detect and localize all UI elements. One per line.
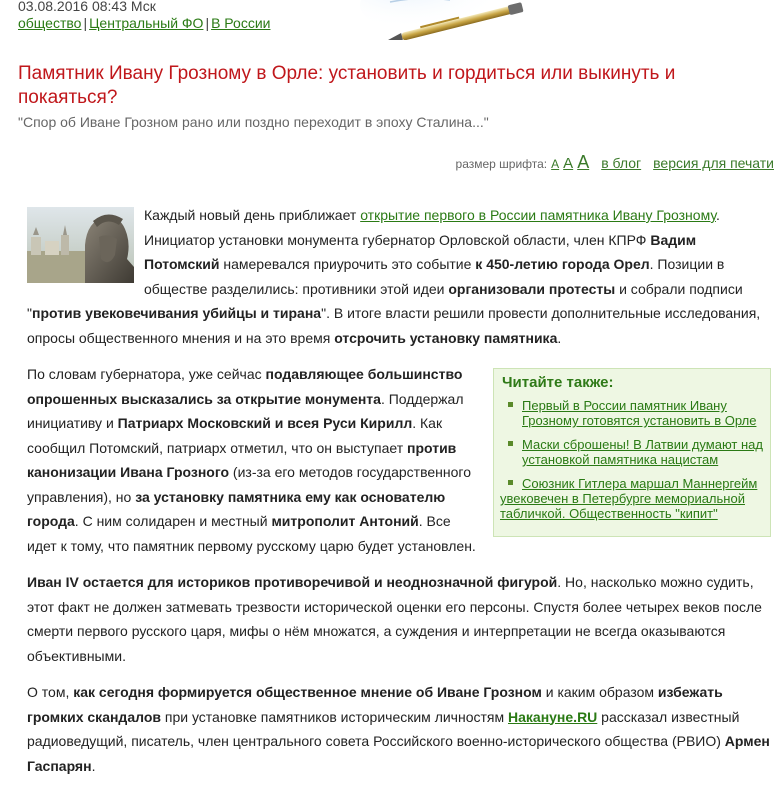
breadcrumb-central-fo[interactable]: Центральный ФО [89,15,204,31]
paragraph-4: О том, как сегодня формируется общественное мнение об Иване Грозном и каким образом избежать громких скандалов при установке памятников историческим личностям Накануне.RU рассказал известный радиоведущий, писатель, член центрального совета Российского военно-исторического общества (РВИО) Армен Гаспарян. [27,684,770,774]
monument-photo [27,207,134,283]
list-item [500,398,764,428]
article-lead: "Спор об Иване Грозном рано или поздно переходит в эпоху Сталина..." [18,114,489,130]
bullet-icon [508,441,513,446]
print-version-link[interactable]: версия для печати [653,155,774,171]
monument-image-icon [27,207,134,283]
paragraph-2: По словам губернатора, уже сейчас подавляющее большинство опрошенных высказались за открытие монумента. Поддержал инициативу и Патриарх Московский и всея Руси Кирилл. Как сообщил Потомский, патриарх отметил, что он выступает против канонизации Ивана Грозного (из-за его методов государственного управления), но за установку памятника ему как основателю города. С ним солидарен и местный митрополит Антоний. Все идет к тому, что памятник первому русскому царю будет установлен. [27,366,476,554]
read-also-list [500,398,764,521]
read-also-box [493,368,771,537]
font-size-large-button[interactable]: A [577,152,590,172]
font-size-medium-button[interactable]: A [563,155,574,172]
breadcrumb-society[interactable]: общество [18,15,82,31]
breadcrumb-separator: | [205,15,210,31]
nakanune-link[interactable]: Накануне.RU [508,708,598,725]
paragraph-1: Каждый новый день приближает открытие первого в России памятника Ивану Грозному. Инициатор установки монумента губернатор Орловской области, член КПРФ Вадим Потомский намеревался приурочить это событие к 450-летию города Орел. Позиции в обществе разделились: противники этой идеи организовали протесты и собрали подписи "против увековечивания убийцы и тирана". В итоге власти решили провести дополнительные исследования, опросы общественного мнения и на это время отсрочить установку памятника. [27,207,761,346]
bullet-icon [508,480,513,485]
pen-icon [360,0,560,40]
list-item [500,476,764,521]
article-meta [18,0,270,32]
to-blog-link[interactable]: в блог [601,155,642,171]
publish-date: 03.08.2016 08:43 Мск [18,0,156,14]
read-also-link-1[interactable]: Первый в России памятник Ивану Грозному готовятся установить в Орле [522,398,757,428]
header-pen-decoration [360,0,560,40]
breadcrumb-separator: | [83,15,88,31]
monument-opening-link[interactable]: открытие первого в России памятника Ивану Грозному [360,207,716,223]
read-also-title: Читайте также: [502,374,614,391]
breadcrumb [18,14,270,32]
article-tools [456,152,774,173]
article-body [27,203,771,790]
article-title: Памятник Ивану Грозному в Орле: установить и гордиться или выкинуть и покаяться? [18,63,676,108]
list-item [500,437,764,467]
read-also-link-2[interactable]: Маски сброшены! В Латвии думают над установкой памятника нацистам [522,437,763,467]
bullet-icon [508,402,513,407]
paragraph-3: Иван IV остается для историков противоречивой и неоднозначной фигурой. Но, насколько можно судить, этот факт не должен затмевать трезвости исторической оценки его персоны. Спустя более четырех веков после смерти первого русского царя, мифы о нём множатся, а суждения и интерпретации не всегда оказываются объективными. [27,574,762,664]
read-also-link-3[interactable]: Союзник Гитлера маршал Маннергейм увековечен в Петербурге мемориальной табличкой. Общественность "кипит" [500,476,758,521]
font-size-small-button[interactable]: A [551,157,560,171]
font-size-label: размер шрифта: [455,157,548,171]
breadcrumb-russia[interactable]: В России [211,15,271,31]
